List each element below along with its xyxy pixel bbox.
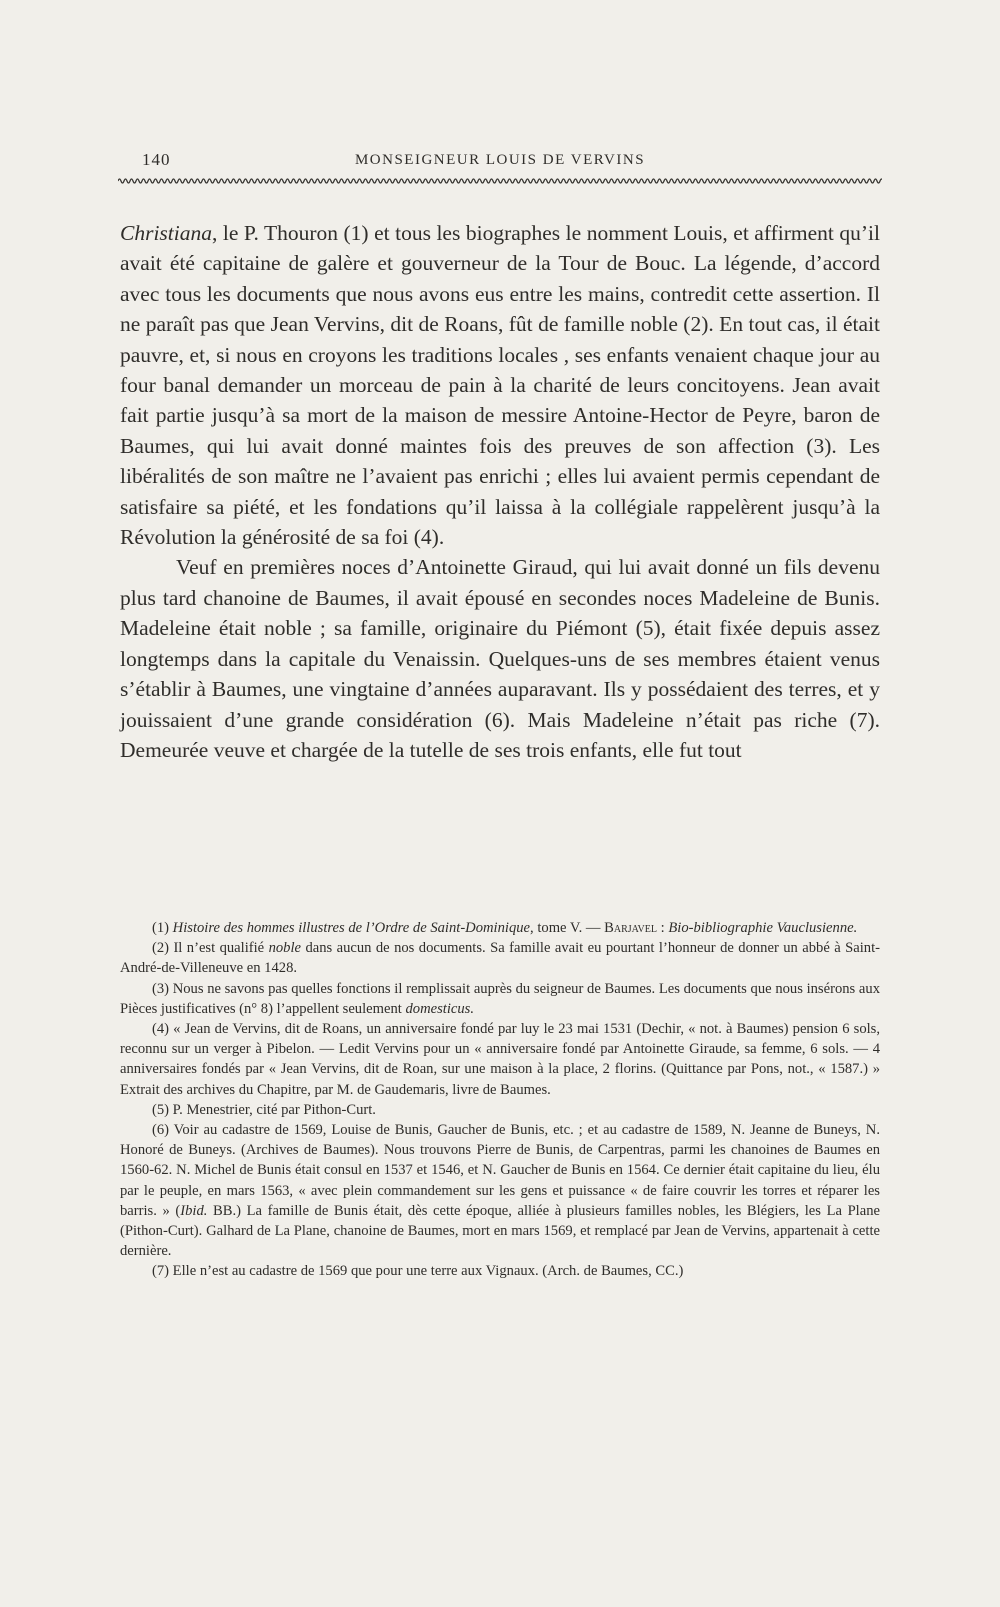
main-text (120, 218, 880, 765)
footnote: (4) « Jean de Vervins, dit de Roans, un anniversaire fondé par luy le 23 mai 1531 (Dechir, « not. à Baumes) pension 6 sols, reconnu sur un verger à Pibelon. — Ledit Vervins pour un « anniversaire fondé par Antoinette Giraude, sa femme, 6 sols. — 4 anniversaires fondés par « Jean Vervins, dit de Roan, sur une maison à la place, 2 florins. (Quittance par Pons, not., « 1587.) » Extrait des archives du Chapitre, par M. de Gaudemaris, livre de Baumes. (120, 1021, 880, 1098)
footnote: (6) Voir au cadastre de 1569, Louise de Bunis, Gaucher de Bunis, etc. ; et au cadastre de 1589, N. Jeanne de Buneys, N. Honoré de Buneys. (Archives de Baumes). Nous trouvons Pierre de Bunis, de Carpentras, parmi les chanoines de Baumes en 1560-62. N. Michel de Bunis était consul en 1537 et 1546, et N. Gaucher de Bunis en 1564. Ce dernier était capitaine du lieu, élu par le peuple, en mars 1563, « avec plein commandement sur les gens et puissance « de faire couvrir les torres et réparer les barris. » (Ibid. BB.) La famille de Bunis était, dès cette époque, alliée à plusieurs familles nobles, les Blégiers, les La Plane (Pithon-Curt). Galhard de La Plane, chanoine de Baumes, mort en mars 1569, et remplacé par Jean de Vervins, appartenait à cette dernière. (120, 1122, 880, 1260)
footnotes (120, 918, 880, 1282)
paragraph (120, 218, 880, 552)
paragraph-text: , le P. Thouron (1) et tous les biographes le nomment Louis, et affirment qu’il avait été capitaine de galère et gouverneur de la Tour de Bouc. La légende, d’accord avec tous les documents que nous avons eus entre les mains, contredit cette assertion. Il ne paraît pas que Jean Vervins, dit de Roans, fût de famille noble (2). En tout cas, il était pauvre, et, si nous en croyons les traditions locales , ses enfants venaient chaque jour au four banal demander un morceau de pain à la charité de leurs concitoyens. Jean avait fait partie jusqu’à sa mort de la maison de messire Antoine-Hector de Peyre, baron de Baumes, qui lui avait donné maintes fois des preuves de son affection (3). Les libéralités de son maître ne l’avaient pas enrichi ; elles lui avaient permis cependant de satisfaire sa piété, et les fondations qu’il laissa à la collégiale rappelèrent jusqu’à la Révolution la générosité de sa foi (4). (120, 221, 880, 550)
footnote: (7) Elle n’est au cadastre de 1569 que pour une terre aux Vignaux. (Arch. de Baumes, CC.) (152, 1263, 684, 1280)
footnote: (2) Il n’est qualifié noble dans aucun de nos documents. Sa famille avait eu pourtant l’honneur de donner un abbé à Saint-André-de-Villeneuve en 1428. (120, 940, 880, 977)
running-title: MONSEIGNEUR LOUIS DE VERVINS (354, 152, 646, 168)
running-header (120, 150, 880, 176)
page-number: 140 (142, 150, 171, 169)
footnote: (3) Nous ne savons pas quelles fonctions il remplissait auprès du seigneur de Baumes. Les documents que nous insérons aux Pièces justificatives (n° 8) l’appellent seulement domesticus. (120, 980, 880, 1017)
wavy-rule-ornament-icon (118, 176, 882, 186)
footnote: (5) P. Menestrier, cité par Pithon-Curt. (152, 1101, 376, 1118)
footnote: (1) Histoire des hommes illustres de l’Ordre de Saint-Dominique, tome V. — Barjavel : Bio-bibliographie Vauclusienne. (152, 920, 858, 936)
italic-title: Christiana (120, 221, 212, 245)
paragraph: Veuf en premières noces d’Antoinette Giraud, qui lui avait donné un fils devenu plus tard chanoine de Baumes, il avait épousé en secondes noces Madeleine de Bunis. Madeleine était noble ; sa famille, originaire du Piémont (5), était fixée depuis assez longtemps dans la capitale du Venaissin. Quelques-uns de ses membres étaient venus s’établir à Baumes, une vingtaine d’années auparavant. Ils y possédaient des terres, et y jouissaient d’une grande considération (6). Mais Madeleine n’était pas riche (7). Demeurée veuve et chargée de la tutelle de ses trois enfants, elle fut tout (120, 555, 880, 762)
